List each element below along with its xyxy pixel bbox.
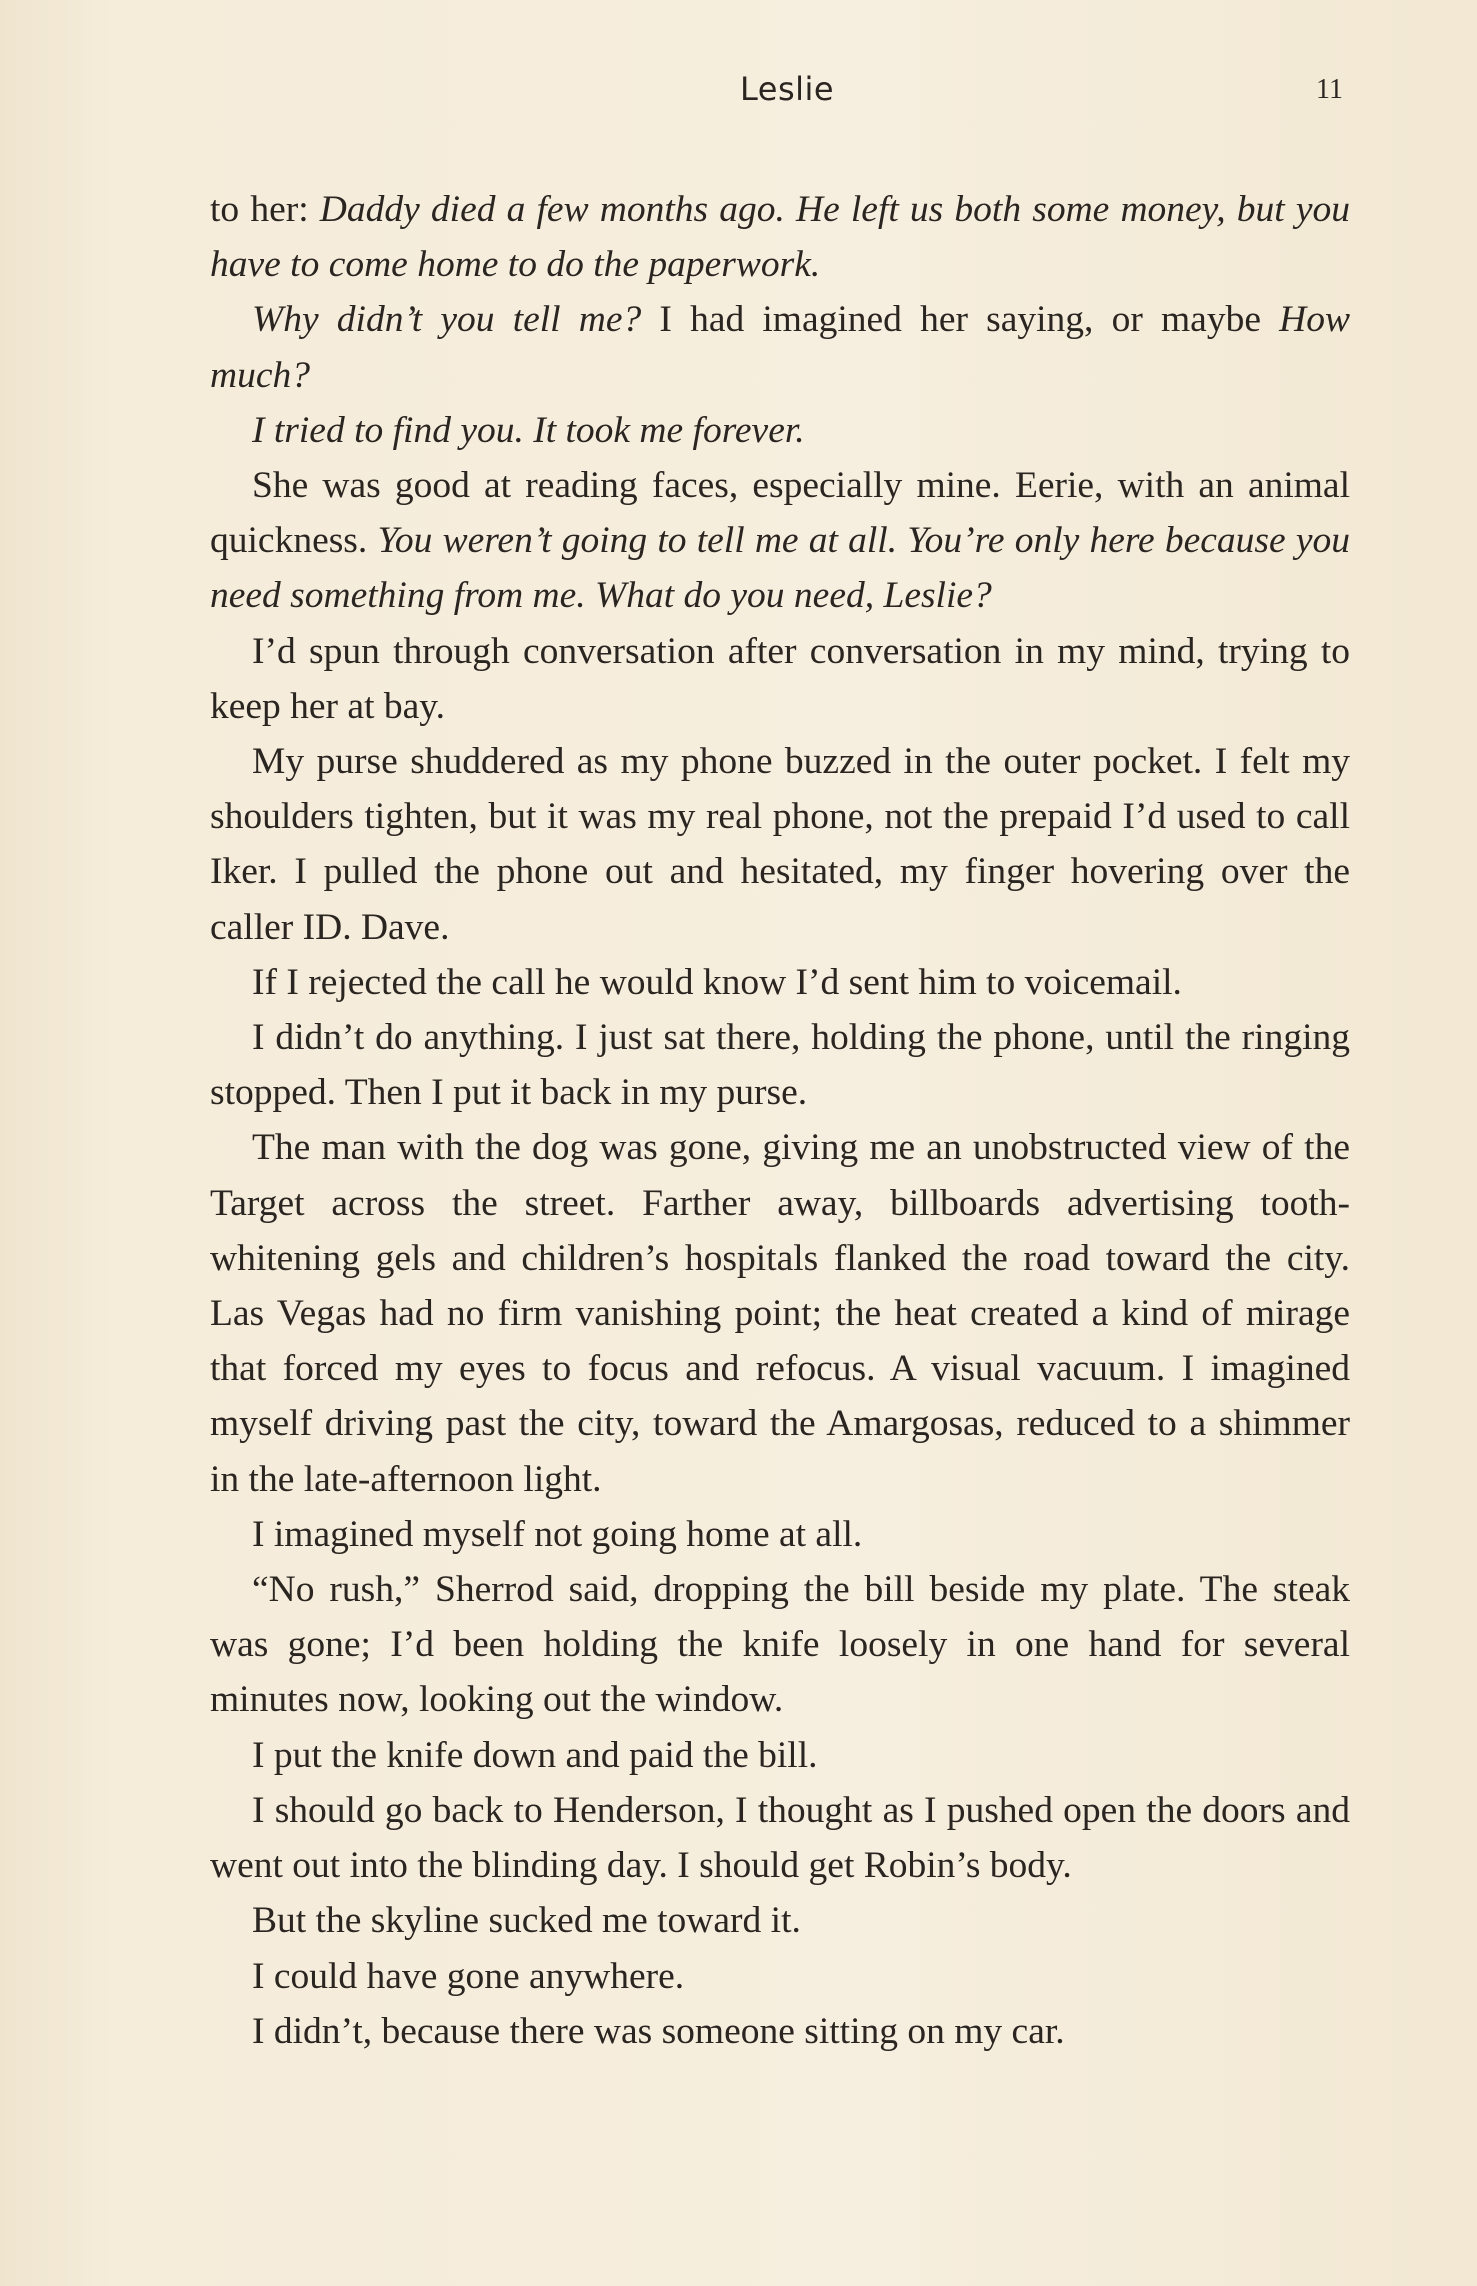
paragraph [210,1120,1350,1506]
paragraph [210,1562,1350,1728]
paragraph [210,955,1350,1010]
paragraph [210,1010,1350,1120]
text-segment: My purse shuddered as my phone buzzed in the outer pocket. I felt my shoulders tighten, but it was my real phone, not the prepaid I’d used to call Iker. I pulled the phone out and hesitated, my finger hovering over the caller ID. Dave. [210,741,1350,948]
italic-text: You weren’t going to tell me at all. You’re only here because you need something from me. What do you need, Leslie? [210,520,1350,617]
text-segment: I could have gone anywhere. [252,1955,685,1997]
text-segment: I put the knife down and paid the bill. [252,1734,818,1776]
italic-text: Why didn’t you tell me? [252,299,642,341]
paragraph [210,403,1350,458]
text-segment: I had imagined her saying, or maybe [641,299,1280,341]
text-segment: I’d spun through conversation after conversation in my mind, trying to keep her at bay. [210,630,1350,727]
italic-text: Daddy died a few months ago. He left us both some money, but you have to come home to do the paperwork. [210,189,1350,286]
italic-text: I tried to find you. It took me forever. [252,409,805,451]
running-head [0,70,1477,120]
paragraph [210,2004,1350,2059]
paragraph [210,292,1350,402]
paragraph [210,1783,1350,1893]
paragraph [210,1728,1350,1783]
text-segment: “No rush,” Sherrod said, dropping the bill beside my plate. The steak was gone; I’d been holding the knife loosely in one hand for several minutes now, looking out the window. [210,1569,1350,1721]
paragraph [210,458,1350,624]
paragraph [210,182,1350,292]
text-segment: If I rejected the call he would know I’d sent him to voicemail. [252,961,1182,1003]
text-segment: to her: [210,189,320,230]
paragraph [210,1949,1350,2004]
text-segment: She was good at reading faces, especially mine. Eerie, with an animal quickness. [210,465,1350,562]
text-segment: I didn’t do anything. I just sat there, holding the phone, until the ringing stopped. Then I put it back in my purse. [210,1017,1350,1114]
paragraph [210,1507,1350,1562]
text-segment: I imagined myself not going home at all. [252,1513,863,1555]
paragraph [210,1893,1350,1948]
body-text [210,182,1350,2059]
text-segment: The man with the dog was gone, giving me an unobstructed view of the Target across the street. Farther away, billboards advertising tooth-whitening gels and children’s hospitals flanked the road toward the city. Las Vegas had no firm vanishing point; the heat created a kind of mirage that forced my eyes to focus and refocus. A visual vacuum. I imagined myself driving past the city, toward the Amargosas, reduced to a shimmer in the late-afternoon light. [210,1127,1350,1500]
paragraph [210,734,1350,955]
page-number: 11 [1316,74,1343,105]
text-segment: I didn’t, because there was someone sitting on my car. [252,2010,1065,2052]
italic-text: How much? [210,299,1350,396]
text-segment: I should go back to Henderson, I thought as I pushed open the doors and went out into the blinding day. I should get Robin’s body. [210,1789,1350,1887]
running-head-title: Leslie [740,70,835,108]
paragraph [210,624,1350,734]
text-segment: But the skyline sucked me toward it. [252,1900,801,1942]
